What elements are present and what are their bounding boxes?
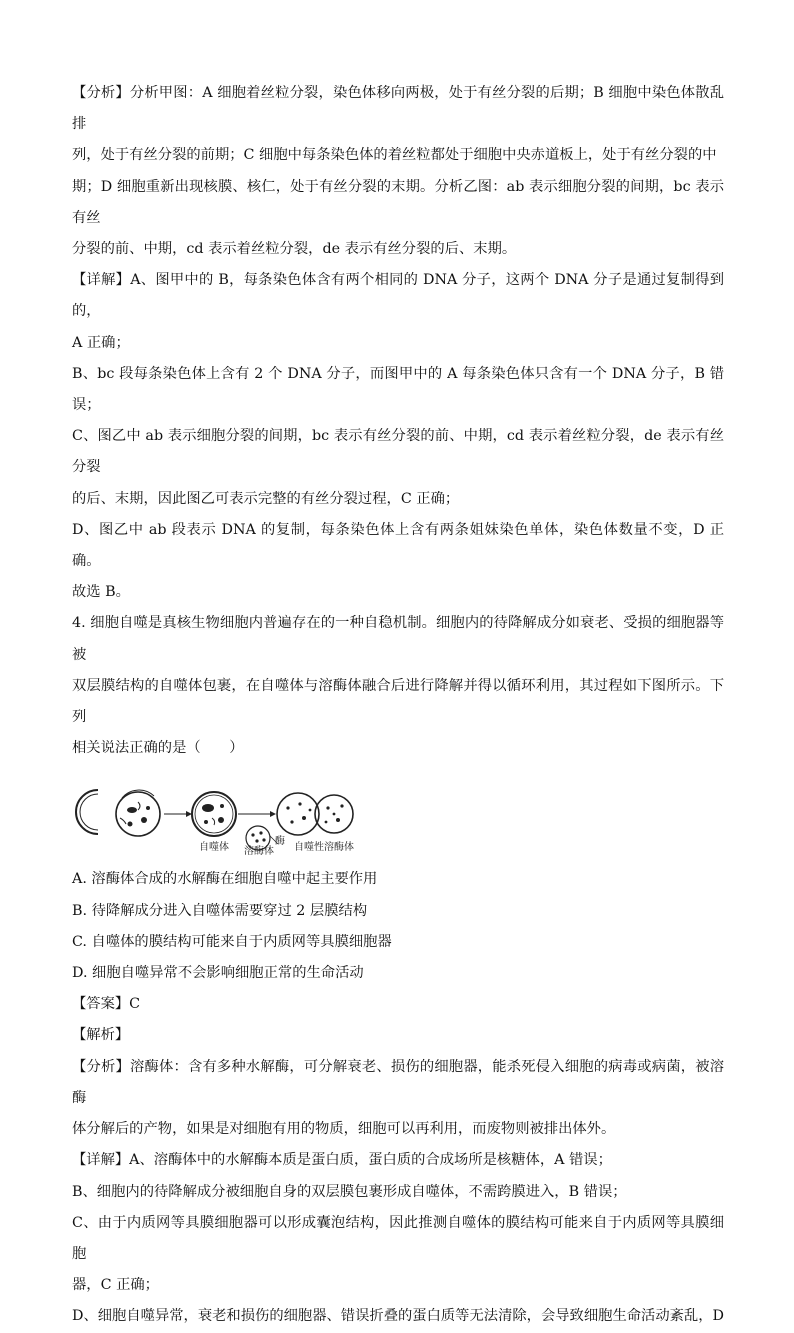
text-line: A 正确； [72, 334, 130, 351]
caption-enzyme: 酶 [275, 836, 285, 848]
text-line: 的后、末期，因此图乙可表示完整的有丝分裂过程，C 正确； [72, 490, 460, 507]
text-line: D、图乙中 ab 段表示 DNA 的复制，每条染色体上含有两条姐妹染色单体，染色体数量不变，D 正确。 [72, 521, 724, 570]
text-line: 【详解】A、溶酶体中的水解酶本质是蛋白质，蛋白质的合成场所是核糖体，A 错误； [72, 1152, 612, 1169]
autophagy-figure [72, 778, 372, 856]
text-line: 体分解后的产物，如果是对细胞有用的物质，细胞可以再利用，而废物则被排出体外。 [72, 1121, 616, 1138]
caption-autophagosome: 自噬体 [199, 842, 229, 854]
text-line: B、细胞内的待降解成分被细胞自身的双层膜包裹形成自噬体，不需跨膜进入，B 错误； [72, 1183, 627, 1200]
text-line: 期；D 细胞重新出现核膜、核仁，处于有丝分裂的末期。分析乙图：ab 表示细胞分裂的间期，bc 表示有丝 [72, 178, 724, 226]
text-line: 列，处于有丝分裂的前期；C 细胞中每条染色体的着丝粒都处于细胞中央赤道板上，处于有丝分裂的中 [72, 147, 717, 164]
caption-autolysosome: 自噬性溶酶体 [294, 842, 354, 854]
question-stem: 4. 细胞自噬是真核生物细胞内普遍存在的一种自稳机制。细胞内的待降解成分如衰老、受损的细胞器等被 [72, 615, 724, 663]
answer-line: 【答案】C [72, 996, 141, 1013]
option-b: B. 待降解成分进入自噬体需要穿过 2 层膜结构 [72, 902, 368, 919]
text-line: 故选 B。 [72, 584, 130, 601]
text-line: 器，C 正确； [72, 1277, 159, 1294]
text-line: C、由于内质网等具膜细胞器可以形成囊泡结构，因此推测自噬体的膜结构可能来自于内质网等具膜细胞 [72, 1214, 724, 1262]
text-line: C、图乙中 ab 表示细胞分裂的间期，bc 表示有丝分裂的前、中期，cd 表示着丝粒分裂，de 表示有丝分裂 [72, 428, 724, 476]
text-line: D、细胞自噬异常，衰老和损伤的细胞器、错误折叠的蛋白质等无法清除，会导致细胞生命活动紊乱，D [72, 1308, 724, 1325]
text-line: B、bc 段每条染色体上含有 2 个 DNA 分子，而图甲中的 A 每条染色体只含有一个 DNA 分子，B 错误； [72, 365, 724, 414]
text-line: 分裂的前、中期，cd 表示着丝粒分裂，de 表示有丝分裂的后、末期。 [72, 241, 517, 258]
option-a: A. 溶酶体合成的水解酶在细胞自噬中起主要作用 [72, 871, 378, 888]
question-stem: 双层膜结构的自噬体包裹，在自噬体与溶酶体融合后进行降解并得以循环利用，其过程如下图所示。下列 [72, 677, 724, 726]
document-page [72, 78, 724, 1333]
caption-lysosome: 溶酶体 [244, 846, 274, 858]
analysis-heading: 【解析】 [72, 1027, 130, 1044]
option-d: D. 细胞自噬异常不会影响细胞正常的生命活动 [72, 965, 364, 982]
option-c: C. 自噬体的膜结构可能来自于内质网等具膜细胞器 [72, 933, 392, 950]
text-line: 【分析】分析甲图：A 细胞着丝粒分裂，染色体移向两极，处于有丝分裂的后期；B 细胞中染色体散乱排 [72, 85, 724, 133]
question-stem: 相关说法正确的是（ ） [72, 740, 244, 757]
text-line: 【分析】溶酶体：含有多种水解酶，可分解衰老、损伤的细胞器，能杀死侵入细胞的病毒或病菌，被溶酶 [72, 1058, 724, 1106]
text-line: 【详解】A、图甲中的 B，每条染色体含有两个相同的 DNA 分子，这两个 DNA 分子是通过复制得到的， [72, 272, 724, 320]
